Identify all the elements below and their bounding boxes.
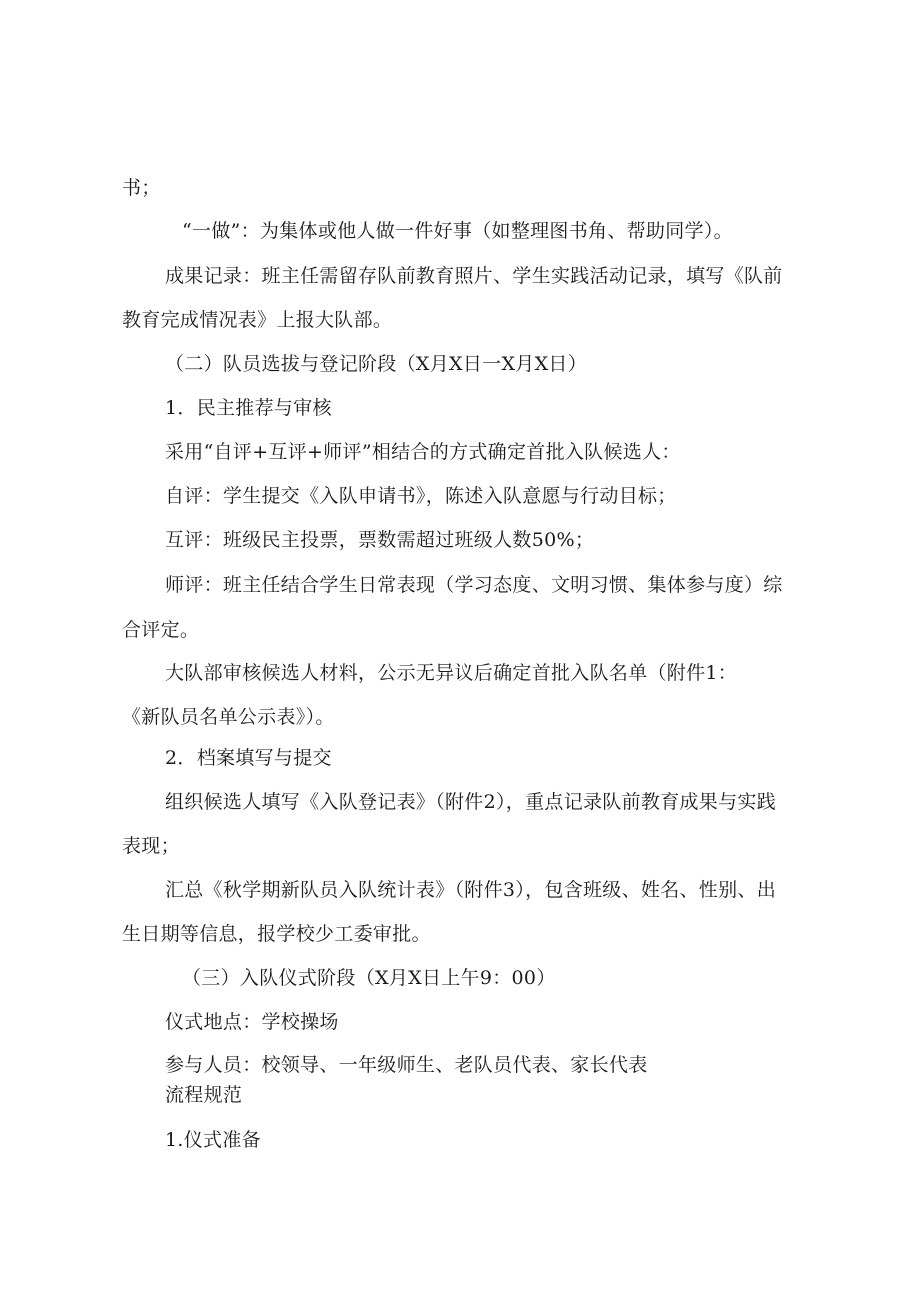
para-line-4: 教育完成情况表》上报大队部。: [122, 309, 393, 331]
para-line-17: 汇总《秋学期新队员入队统计表》（附件3），包含班级、姓名、性别、出: [165, 879, 776, 901]
subheading-2: 2．档案填写与提交: [165, 747, 332, 769]
para-line-7: 采用“自评+互评+师评”相结合的方式确定首批入队候选人：: [165, 441, 681, 463]
para-line-20: 仪式地点：学校操场: [165, 1011, 339, 1033]
para-line-10: 师评：班主任结合学生日常表现（学习态度、文明习惯、集体参与度）综: [165, 574, 783, 596]
para-line-11: 合评定。: [122, 619, 200, 641]
para-line-18: 生日期等信息，报学校少工委审批。: [122, 923, 431, 945]
subheading-4: 1.仪式准备: [165, 1129, 261, 1151]
para-line-12: 大队部审核候选人材料，公示无异议后确定首批入队名单（附件1：: [165, 662, 738, 684]
para-line-13: 《新队员名单公示表》）。: [122, 706, 335, 728]
para-line-9: 互评：班级民主投票，票数需超过班级人数50%；: [165, 529, 595, 551]
para-line-3: 成果记录：班主任需留存队前教育照片、学生实践活动记录，填写《队前: [165, 265, 783, 287]
para-line-2: “一做”：为集体或他人做一件好事（如整理图书角、帮助同学）。: [182, 220, 733, 242]
para-line-8: 自评：学生提交《入队申请书》，陈述入队意愿与行动目标；: [165, 485, 677, 507]
section-heading-3: （三）入队仪式阶段（X月X日上午9：00）: [182, 967, 556, 989]
section-heading-2: （二）队员选拔与登记阶段（X月X日一X月X日）: [165, 353, 588, 375]
subheading-3: 流程规范: [165, 1084, 243, 1106]
para-line-21: 参与人员：校领导、一年级师生、老队员代表、家长代表: [165, 1054, 648, 1076]
para-line-16: 表现；: [122, 835, 180, 857]
para-line-15: 组织候选人填写《入队登记表》（附件2），重点记录队前教育成果与实践: [165, 791, 776, 813]
para-line-1: 书；: [122, 177, 161, 199]
subheading-1: 1．民主推荐与审核: [165, 397, 332, 419]
